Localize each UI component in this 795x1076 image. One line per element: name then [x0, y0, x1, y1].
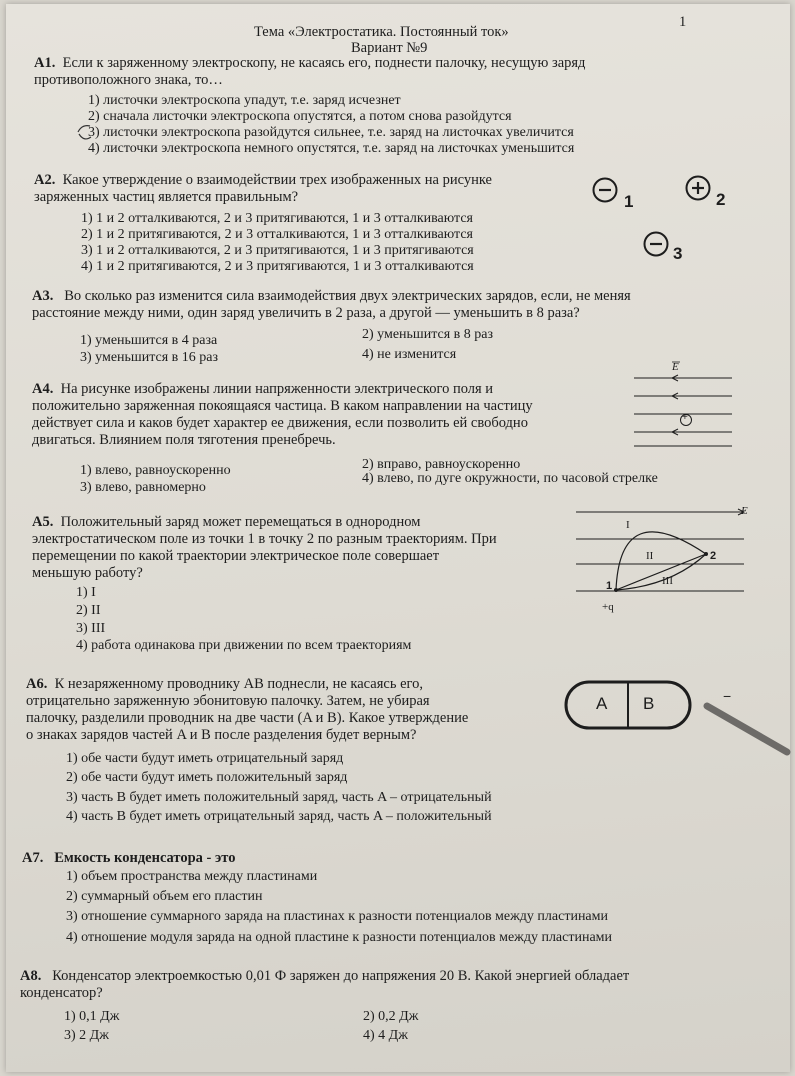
option: 4) влево, по дуге окружности, по часовой стрелке: [362, 471, 658, 486]
topic-title: Тема «Электростатика. Постоянный ток»: [254, 24, 509, 40]
negative-charge-icon: [642, 230, 672, 260]
option: 3) влево, равномерно: [80, 480, 206, 495]
question-id: A2.: [34, 172, 56, 188]
path-label-i: I: [626, 519, 630, 531]
option: 2) обе части будут иметь положительный заряд: [66, 770, 348, 785]
option: 1) обе части будут иметь отрицательный заряд: [66, 751, 344, 766]
page-number: 1: [679, 14, 687, 30]
option: 3) отношение суммарного заряда на пластинах к разности потенциалов между пластинами: [66, 909, 609, 924]
option: 1) I: [76, 585, 96, 600]
option: 1) объем пространства между пластинами: [66, 869, 318, 884]
option: 2) 1 и 2 притягиваются, 2 и 3 отталкиваются, 1 и 3 отталкиваются: [81, 227, 473, 242]
charge-label: +q: [602, 601, 614, 613]
path-label-ii: II: [646, 550, 654, 562]
question-text: противоположного знака, то…: [34, 72, 223, 88]
question-text: двигаться. Влиянием поля тяготения пренебречь.: [32, 432, 336, 448]
question-id: A5.: [32, 514, 54, 530]
point-label-1: 1: [606, 580, 613, 592]
option: 4) 1 и 2 притягиваются, 2 и 3 притягиваются, 1 и 3 отталкиваются: [81, 259, 474, 274]
question-text: Во сколько раз изменится сила взаимодействия двух электрических зарядов, если, не меняя: [64, 288, 631, 304]
question-text: Какое утверждение о взаимодействии трех изображенных на рисунке: [62, 172, 492, 188]
option: 2) 0,2 Дж: [363, 1009, 419, 1024]
option: 1) листочки электроскопа упадут, т.е. заряд исчезнет: [88, 93, 401, 108]
question-a6: [26, 676, 556, 744]
question-text: о знаках зарядов частей A и B после разделения будет верным?: [26, 727, 417, 743]
question-text: действует сила и каков будет характер ее движения, если позволить ей свободно: [32, 415, 528, 431]
question-text: заряженных частиц является правильным?: [34, 189, 299, 205]
question-id: A7.: [22, 850, 44, 866]
field-vector-label: E: [672, 361, 679, 373]
question-a2: [34, 172, 574, 206]
option: 3) 2 Дж: [64, 1028, 109, 1043]
question-text: перемещении по какой траектории электрическое поле совершает: [32, 548, 440, 564]
question-a7: [22, 850, 722, 867]
field-and-paths: [576, 504, 756, 604]
option: 3) уменьшится в 16 раз: [80, 350, 218, 365]
question-text: Конденсатор электроемкостью 0,01 Ф заряжен до напряжения 20 В. Какой энергией обладает: [52, 968, 630, 984]
positive-charge-icon: [684, 174, 714, 204]
question-text: меньшую работу?: [32, 565, 143, 581]
part-b-label: B: [643, 694, 655, 713]
question-text: Если к заряженному электроскопу, не касаясь его, поднести палочку, несущую заряд: [62, 55, 586, 71]
question-id: A3.: [32, 288, 54, 304]
question-text: конденсатор?: [20, 985, 103, 1001]
question-text: положительно заряженная покоящаяся частица. В каком направлении на частицу: [32, 398, 533, 414]
question-text: расстояние между ними, один заряд увеличить в 2 раза, а другой — уменьшить в 8 раза?: [32, 305, 580, 321]
option: 1) 0,1 Дж: [64, 1009, 120, 1024]
rod-charge-sign: −: [723, 688, 732, 704]
option: 1) 1 и 2 отталкиваются, 2 и 3 притягиваются, 1 и 3 отталкиваются: [81, 211, 473, 226]
option: 1) влево, равноускоренно: [80, 463, 231, 478]
ebonite-rod: [703, 698, 793, 758]
answer-check-mark: [76, 122, 96, 142]
charge-label-3: 3: [673, 244, 683, 263]
option: 4) часть B будет иметь отрицательный заряд, часть A – положительный: [66, 809, 492, 824]
option: 4) 4 Дж: [363, 1028, 408, 1043]
option: 3) III: [76, 621, 106, 636]
option: 2) вправо, равноускоренно: [362, 457, 521, 472]
option: 1) уменьшится в 4 раза: [80, 333, 218, 348]
option: 4) отношение модуля заряда на одной пластине к разности потенциалов между пластинами: [66, 930, 613, 945]
negative-charge-icon: [591, 176, 621, 206]
option: 3) 1 и 2 отталкиваются, 2 и 3 притягиваются, 1 и 3 притягиваются: [81, 243, 474, 258]
variant-title: Вариант №9: [351, 40, 428, 56]
option: 3) часть B будет иметь положительный заряд, часть A – отрицательный: [66, 790, 492, 805]
question-id: A6.: [26, 676, 48, 692]
question-text: палочку, разделили проводник на две части (A и B). Какое утверждение: [26, 710, 469, 726]
point-label-2: 2: [710, 550, 717, 562]
option: 4) не изменится: [362, 347, 457, 362]
question-text: Емкость конденсатора - это: [54, 850, 236, 866]
option: 3) листочки электроскопа разойдутся сильнее, т.е. заряд на листочках увеличится: [88, 125, 574, 140]
question-a1: [34, 55, 694, 89]
path-label-iii: III: [662, 575, 673, 587]
field-vector-label: E: [741, 505, 748, 517]
question-id: A1.: [34, 55, 56, 71]
question-text: Положительный заряд может перемещаться в однородном: [60, 514, 421, 530]
particle-sign: +: [682, 412, 688, 423]
question-text: К незаряженному проводнику AB поднесли, не касаясь его,: [54, 676, 423, 692]
option: 2) сначала листочки электроскопа опустятся, а потом снова разойдутся: [88, 109, 512, 124]
part-a-label: A: [596, 694, 608, 713]
question-id: A4.: [32, 381, 54, 397]
conductor-ab: [564, 680, 694, 730]
option: 4) работа одинакова при движении по всем траекториям: [76, 638, 412, 653]
option: 4) листочки электроскопа немного опустятся, т.е. заряд на листочках уменьшится: [88, 141, 575, 156]
charge-label-1: 1: [624, 192, 634, 211]
test-sheet: [6, 4, 790, 1072]
option: 2) уменьшится в 8 раз: [362, 327, 493, 342]
question-id: A8.: [20, 968, 42, 984]
question-a4: [32, 381, 622, 449]
vector-arrow-icon: [672, 360, 676, 364]
question-text: отрицательно заряженную эбонитовую палочку. Затем, не убирая: [26, 693, 430, 709]
charge-label-2: 2: [716, 190, 726, 209]
question-a5: [32, 514, 562, 582]
option: 2) суммарный объем его пластин: [66, 889, 263, 904]
question-a3: [32, 288, 752, 322]
question-text: На рисунке изображены линии напряженности электрического поля и: [60, 381, 494, 397]
question-a8: [20, 968, 780, 1002]
question-text: электростатическом поле из точки 1 в точку 2 по разным траекториям. При: [32, 531, 497, 547]
option: 2) II: [76, 603, 101, 618]
